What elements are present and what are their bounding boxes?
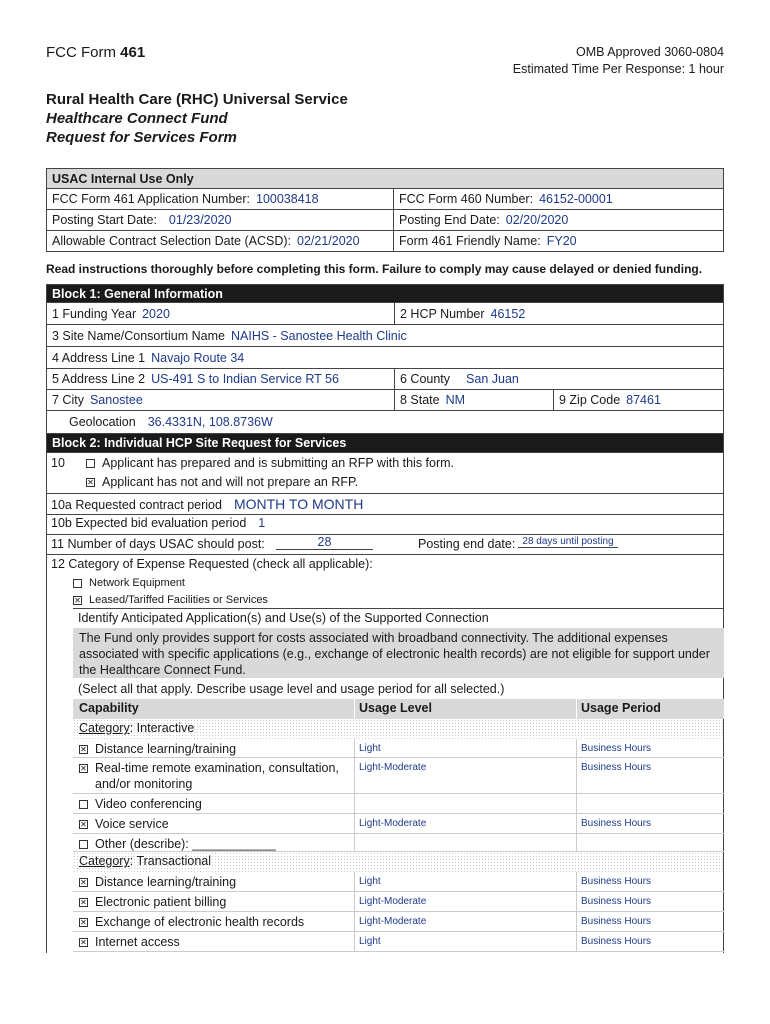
usage-level-input[interactable]: Light	[354, 872, 576, 891]
block1-row-5: 5 Address Line 2 US-491 S to Indian Service RT 56 6 County San Juan	[46, 369, 724, 390]
checkbox-icon[interactable]	[86, 459, 95, 468]
field-11-label: 11 Number of days USAC should post:	[51, 537, 265, 551]
usage-level-input[interactable]: Light-Moderate	[354, 814, 576, 833]
usage-level-input[interactable]: Light-Moderate	[354, 758, 576, 793]
field-10b: 10b Expected bid evaluation period 1	[51, 516, 266, 530]
capability-row	[73, 739, 724, 758]
divider	[46, 514, 724, 515]
hcp-number[interactable]: 46152	[490, 306, 526, 321]
usage-period-input[interactable]: Business Hours	[576, 758, 724, 793]
identify-heading: Identify Anticipated Application(s) and Use(s) of the Supported Connection	[78, 611, 489, 625]
usage-period-input[interactable]: Business Hours	[576, 932, 724, 951]
expense-network-equipment[interactable]: Network Equipment	[73, 577, 185, 589]
acsd-date[interactable]: 02/21/2020	[297, 234, 360, 248]
divider	[46, 493, 724, 494]
posting-end-input[interactable]: 28 days until posting	[518, 536, 618, 548]
fund-note: The Fund only provides support for costs associated with broadband connectivity. The additional expenses associated with specific applications (e.g., exchange of electronic health records) are not eligible for support under the Healthcare Connect Fund.	[73, 628, 724, 678]
usage-period-input[interactable]: Business Hours	[576, 739, 724, 757]
checked-checkbox-icon[interactable]	[79, 898, 88, 907]
posting-end-date[interactable]: 02/20/2020	[505, 213, 569, 227]
block1-row-4: 4 Address Line 1 Navajo Route 34	[46, 347, 724, 369]
expense-leased-facilities[interactable]: ✕Leased/Tariffed Facilities or Services	[73, 594, 268, 606]
usac-row-1: FCC Form 461 Application Number: 100038418 FCC Form 460 Number: 46152-00001	[46, 189, 724, 210]
usage-period-input[interactable]: Business Hours	[576, 872, 724, 891]
capability-row	[73, 932, 724, 952]
block1-row-3: 3 Site Name/Consortium Name NAIHS - Sanostee Health Clinic	[46, 325, 724, 347]
divider	[46, 554, 724, 555]
usage-level-input[interactable]: Light-Moderate	[354, 912, 576, 931]
funding-year[interactable]: 2020	[142, 306, 170, 321]
checkbox-icon[interactable]	[79, 800, 88, 809]
capability-label: Distance learning/training	[95, 742, 237, 756]
capability-label: Voice service	[95, 817, 169, 831]
capability-row	[73, 892, 724, 912]
rfp-option-2[interactable]: ✕Applicant has not and will not prepare an RFP.	[86, 475, 358, 489]
bid-evaluation-period[interactable]: 1	[258, 516, 266, 530]
capability-row	[73, 834, 724, 852]
usage-level-input[interactable]: Light-Moderate	[354, 892, 576, 911]
zip-code[interactable]: 87461	[626, 393, 661, 407]
form460-number[interactable]: 46152-00001	[539, 192, 613, 206]
geolocation[interactable]: 36.4331N, 108.8736W	[147, 415, 273, 429]
city[interactable]: Sanostee	[89, 393, 143, 407]
usage-period-input[interactable]: Business Hours	[576, 892, 724, 911]
app-number[interactable]: 100038418	[256, 192, 319, 206]
block1-geolocation: Geolocation 36.4331N, 108.8736W	[46, 411, 724, 434]
omb-number: OMB Approved 3060-0804	[575, 45, 724, 59]
category-transactional: Category: Transactional	[73, 852, 724, 872]
time-estimate: Estimated Time Per Response: 1 hour	[512, 62, 724, 76]
capability-label: Electronic patient billing	[95, 895, 227, 909]
capability-label: Video conferencing	[95, 797, 202, 811]
block1-heading: Block 1: General Information	[46, 284, 724, 303]
checked-checkbox-icon[interactable]	[79, 820, 88, 829]
posting-start-date[interactable]: 01/23/2020	[168, 213, 232, 227]
checked-checkbox-icon[interactable]	[79, 918, 88, 927]
checked-checkbox-icon[interactable]	[86, 478, 95, 487]
posting-end-label: Posting end date:	[418, 537, 516, 551]
omb-info	[513, 44, 724, 78]
usage-level-input[interactable]: Light	[354, 932, 576, 951]
select-note: (Select all that apply. Describe usage level and usage period for all selected.)	[78, 682, 505, 696]
capability-label: Distance learning/training	[95, 875, 237, 889]
capability-row	[73, 794, 724, 814]
block1-row-1: 1 Funding Year 2020 2 HCP Number 46152	[46, 303, 724, 325]
usac-heading: USAC Internal Use Only	[46, 168, 724, 189]
checkbox-icon[interactable]	[79, 840, 88, 849]
address-line-2[interactable]: US-491 S to Indian Service RT 56	[151, 372, 339, 386]
instructions-note: Read instructions thoroughly before completing this form. Failure to comply may cause delayed or denied funding.	[46, 262, 703, 276]
rfp-option-1[interactable]: Applicant has prepared and is submitting an RFP with this form.	[86, 456, 454, 470]
field-10a: 10a Requested contract period MONTH TO MONTH	[51, 496, 364, 512]
friendly-name[interactable]: FY20	[546, 234, 577, 248]
usage-period-input[interactable]: Business Hours	[576, 912, 724, 931]
state[interactable]: NM	[445, 393, 466, 407]
address-line-1[interactable]: Navajo Route 34	[151, 350, 245, 365]
field-12-label: 12 Category of Expense Requested (check all applicable):	[51, 557, 373, 571]
usage-period-input[interactable]	[576, 834, 724, 851]
capability-row	[73, 872, 724, 892]
contract-period[interactable]: MONTH TO MONTH	[233, 496, 364, 512]
document-titles: Rural Health Care (RHC) Universal Service Healthcare Connect Fund Request for Services Form	[46, 91, 348, 146]
checked-checkbox-icon[interactable]	[73, 596, 82, 605]
usac-row-3: Allowable Contract Selection Date (ACSD): 02/21/2020 Form 461 Friendly Name: FY20	[46, 231, 724, 252]
divider	[46, 534, 724, 535]
category-interactive: Category: Interactive	[73, 719, 724, 739]
usage-period-input[interactable]	[576, 794, 724, 813]
field-10-number: 10	[51, 456, 65, 470]
posting-days-input[interactable]: 28	[276, 535, 373, 550]
capability-label: Real-time remote examination, consultation, and/or monitoring	[95, 761, 339, 791]
checked-checkbox-icon[interactable]	[79, 878, 88, 887]
capability-label: Internet access	[95, 935, 180, 949]
block1-row-7: 7 City Sanostee 8 State NM 9 Zip Code 87461	[46, 390, 724, 411]
capability-row	[73, 912, 724, 932]
capability-label: Other (describe): ____________	[95, 837, 276, 851]
checked-checkbox-icon[interactable]	[79, 745, 88, 754]
capability-table-header: Capability Usage Level Usage Period	[73, 699, 724, 719]
site-name[interactable]: NAIHS - Sanostee Health Clinic	[230, 328, 407, 343]
usage-level-input[interactable]	[354, 794, 576, 813]
usage-level-input[interactable]	[354, 834, 576, 851]
block2-heading: Block 2: Individual HCP Site Request for Services	[46, 434, 724, 453]
capability-label: Exchange of electronic health records	[95, 915, 305, 929]
usage-period-input[interactable]: Business Hours	[576, 814, 724, 833]
checkbox-icon[interactable]	[73, 579, 82, 588]
usage-level-input[interactable]: Light	[354, 739, 576, 757]
divider	[73, 608, 724, 609]
checked-checkbox-icon[interactable]	[79, 764, 88, 773]
capability-row	[73, 814, 724, 834]
county[interactable]: San Juan	[466, 372, 519, 386]
form-title: FCC Form 461	[46, 44, 146, 61]
capability-row	[73, 758, 724, 794]
checked-checkbox-icon[interactable]	[79, 938, 88, 947]
usac-row-2: Posting Start Date: 01/23/2020 Posting End Date: 02/20/2020	[46, 210, 724, 231]
